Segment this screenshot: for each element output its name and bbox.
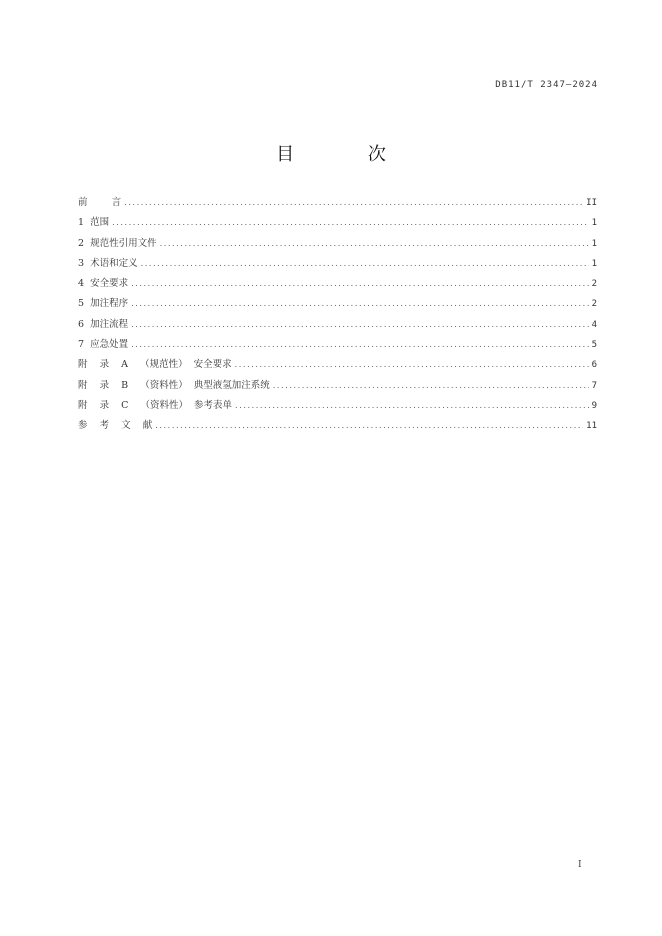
toc-dot-leader <box>141 257 589 271</box>
toc-dot-leader <box>235 358 589 372</box>
toc-entry-fueling-process[interactable] <box>78 318 597 338</box>
toc-entry-bibliography[interactable] <box>78 419 597 439</box>
toc-entry-label: 3 术语和定义 <box>78 257 138 269</box>
toc-entry-page: 1 <box>591 238 597 249</box>
page-number: I <box>578 860 582 870</box>
toc-dot-leader <box>160 237 589 251</box>
toc-entry-label: 7 应急处置 <box>78 339 129 351</box>
toc-entry-terms-definitions[interactable] <box>78 257 597 277</box>
toc-dot-leader <box>155 419 583 433</box>
toc-entry-appendix-b[interactable] <box>78 379 597 399</box>
toc-dot-leader <box>235 399 589 413</box>
toc-entry-appendix-c[interactable] <box>78 399 597 419</box>
toc-dot-leader <box>131 338 588 352</box>
toc-entry-page: II <box>586 198 597 208</box>
toc-entry-label: 前 言 <box>78 197 122 208</box>
toc-dot-leader <box>131 277 588 291</box>
toc-entry-foreword[interactable] <box>78 196 597 216</box>
toc-entry-page: 2 <box>591 279 597 290</box>
document-code: DB11/T 2347—2024 <box>495 80 598 90</box>
toc-entry-page: 7 <box>591 380 597 391</box>
toc-entry-page: 1 <box>591 218 597 229</box>
toc-entry-emergency-response[interactable] <box>78 338 597 358</box>
toc-entry-page: 2 <box>591 299 597 310</box>
toc-entry-label: 5 加注程序 <box>78 298 129 310</box>
toc-entry-page: 11 <box>586 421 597 432</box>
toc-entry-scope[interactable] <box>78 216 597 236</box>
toc-entry-normative-references[interactable] <box>78 237 597 257</box>
toc-dot-leader <box>131 297 588 311</box>
toc-entry-label: 参 考 文 献 <box>78 420 153 432</box>
toc-entry-label: 4 安全要求 <box>78 278 129 290</box>
toc-entry-label: 2 规范性引用文件 <box>78 237 157 249</box>
toc-entry-page: 6 <box>591 360 597 371</box>
toc-entry-appendix-a[interactable] <box>78 358 597 378</box>
toc-entry-page: 9 <box>591 400 597 411</box>
toc-entry-page: 1 <box>591 258 597 269</box>
toc-entry-page: 4 <box>591 319 597 330</box>
toc-entry-label: 附 录 A （规范性） 安全要求 <box>78 359 232 371</box>
table-of-contents <box>78 196 597 440</box>
toc-dot-leader <box>124 196 583 210</box>
toc-entry-safety-requirements[interactable] <box>78 277 597 297</box>
toc-entry-page: 5 <box>591 340 597 351</box>
toc-entry-label: 附 录 C （资料性） 参考表单 <box>78 399 233 411</box>
toc-entry-label: 6 加注流程 <box>78 318 129 330</box>
toc-dot-leader <box>112 216 588 230</box>
toc-entry-label: 1 范围 <box>78 217 110 229</box>
toc-entry-label: 附 录 B （资料性） 典型液氢加注系统 <box>78 379 270 391</box>
toc-dot-leader <box>273 379 589 393</box>
page-title: 目 次 <box>276 144 420 165</box>
toc-entry-fueling-procedure[interactable] <box>78 297 597 317</box>
toc-dot-leader <box>131 318 588 332</box>
